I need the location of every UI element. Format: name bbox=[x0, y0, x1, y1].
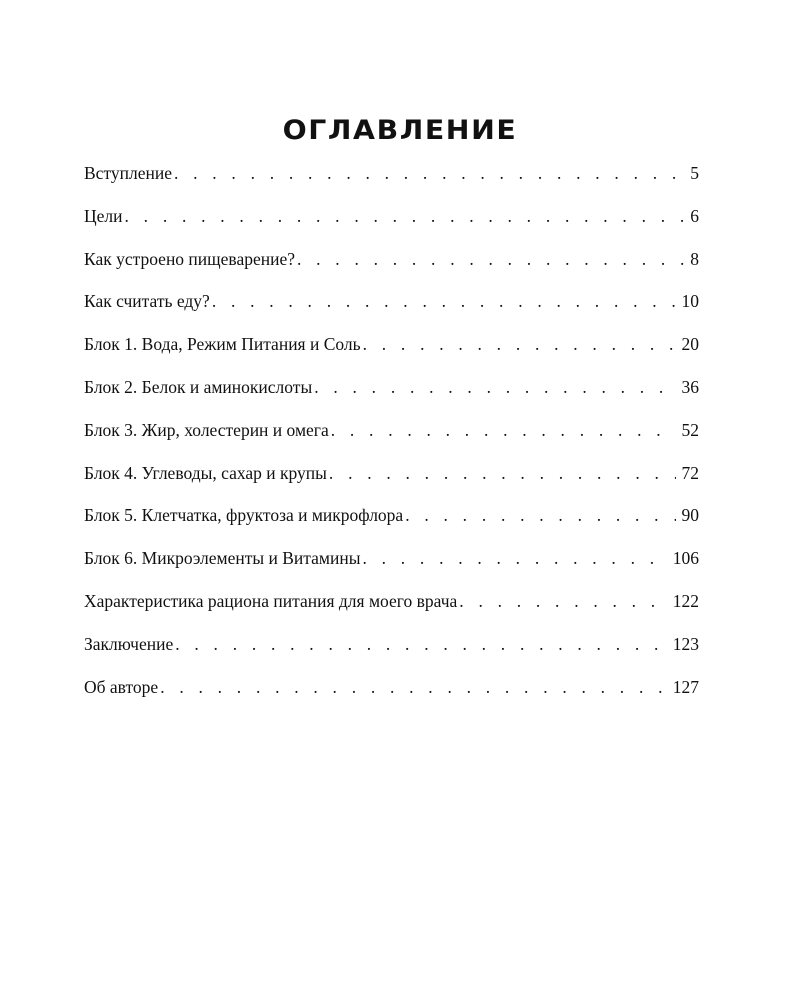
toc-entry-label: Блок 2. Белок и аминокислоты bbox=[84, 376, 313, 397]
toc-entry-page-number: 106 bbox=[672, 548, 699, 569]
toc-entry-label: Цели bbox=[84, 205, 123, 226]
toc-entry-label: Блок 6. Микроэлементы и Витамины bbox=[84, 548, 361, 569]
dot-leader bbox=[297, 245, 684, 273]
toc-entry-page-number: 52 bbox=[681, 419, 699, 440]
toc-entry bbox=[84, 587, 699, 630]
toc-entry-page-number: 20 bbox=[681, 334, 699, 355]
toc-entry bbox=[84, 501, 699, 544]
toc-entry bbox=[84, 673, 699, 716]
toc-entry-label: Блок 4. Углеводы, сахар и крупы bbox=[84, 462, 327, 483]
toc-entry-page-number: 36 bbox=[681, 376, 699, 397]
dot-leader bbox=[160, 673, 667, 701]
toc-entry-label: Заключение bbox=[84, 633, 174, 654]
table-of-contents bbox=[84, 159, 699, 715]
dot-leader bbox=[125, 202, 685, 230]
toc-entry-page-number: 5 bbox=[690, 163, 699, 183]
toc-entry-page-number: 127 bbox=[672, 676, 699, 697]
toc-entry bbox=[84, 373, 699, 416]
dot-leader bbox=[331, 416, 676, 444]
dot-leader bbox=[459, 587, 666, 615]
toc-entry-label: Об авторе bbox=[84, 676, 159, 697]
dot-leader bbox=[362, 544, 666, 572]
toc-entry bbox=[84, 202, 699, 245]
toc-entry-page-number: 10 bbox=[681, 291, 699, 312]
toc-entry-page-number: 8 bbox=[690, 248, 699, 269]
toc-entry bbox=[84, 544, 699, 587]
dot-leader bbox=[329, 459, 676, 487]
page-title: ОГЛАВЛЕНИЕ bbox=[282, 115, 518, 146]
toc-entry bbox=[84, 630, 699, 673]
toc-entry bbox=[84, 416, 699, 459]
dot-leader bbox=[175, 630, 667, 658]
toc-entry-label: Блок 5. Клетчатка, фруктоза и микрофлора bbox=[84, 505, 404, 526]
toc-entry-label: Как считать еду? bbox=[84, 291, 210, 312]
toc-entry-page-number: 72 bbox=[681, 462, 699, 483]
toc-entry-page-number: 123 bbox=[672, 633, 699, 654]
toc-entry bbox=[84, 159, 699, 202]
toc-entry bbox=[84, 287, 699, 330]
toc-entry bbox=[84, 245, 699, 288]
toc-entry-label: Блок 3. Жир, холестерин и омега bbox=[84, 419, 329, 440]
toc-entry bbox=[84, 330, 699, 373]
dot-leader bbox=[405, 501, 675, 529]
dot-leader bbox=[174, 159, 684, 187]
dot-leader bbox=[363, 330, 676, 358]
toc-entry-label: Блок 1. Вода, Режим Питания и Соль bbox=[84, 334, 361, 355]
toc-entry-page-number: 122 bbox=[672, 590, 699, 611]
toc-entry-page-number: 6 bbox=[690, 205, 699, 226]
dot-leader bbox=[314, 373, 675, 401]
dot-leader bbox=[212, 287, 676, 315]
toc-entry-label: Характеристика рациона питания для моего врача bbox=[84, 590, 458, 611]
toc-entry-label: Как устроено пищеварение? bbox=[84, 248, 295, 269]
toc-entry bbox=[84, 459, 699, 502]
toc-entry-label: Вступление bbox=[84, 163, 172, 183]
toc-entry-page-number: 90 bbox=[681, 505, 699, 526]
